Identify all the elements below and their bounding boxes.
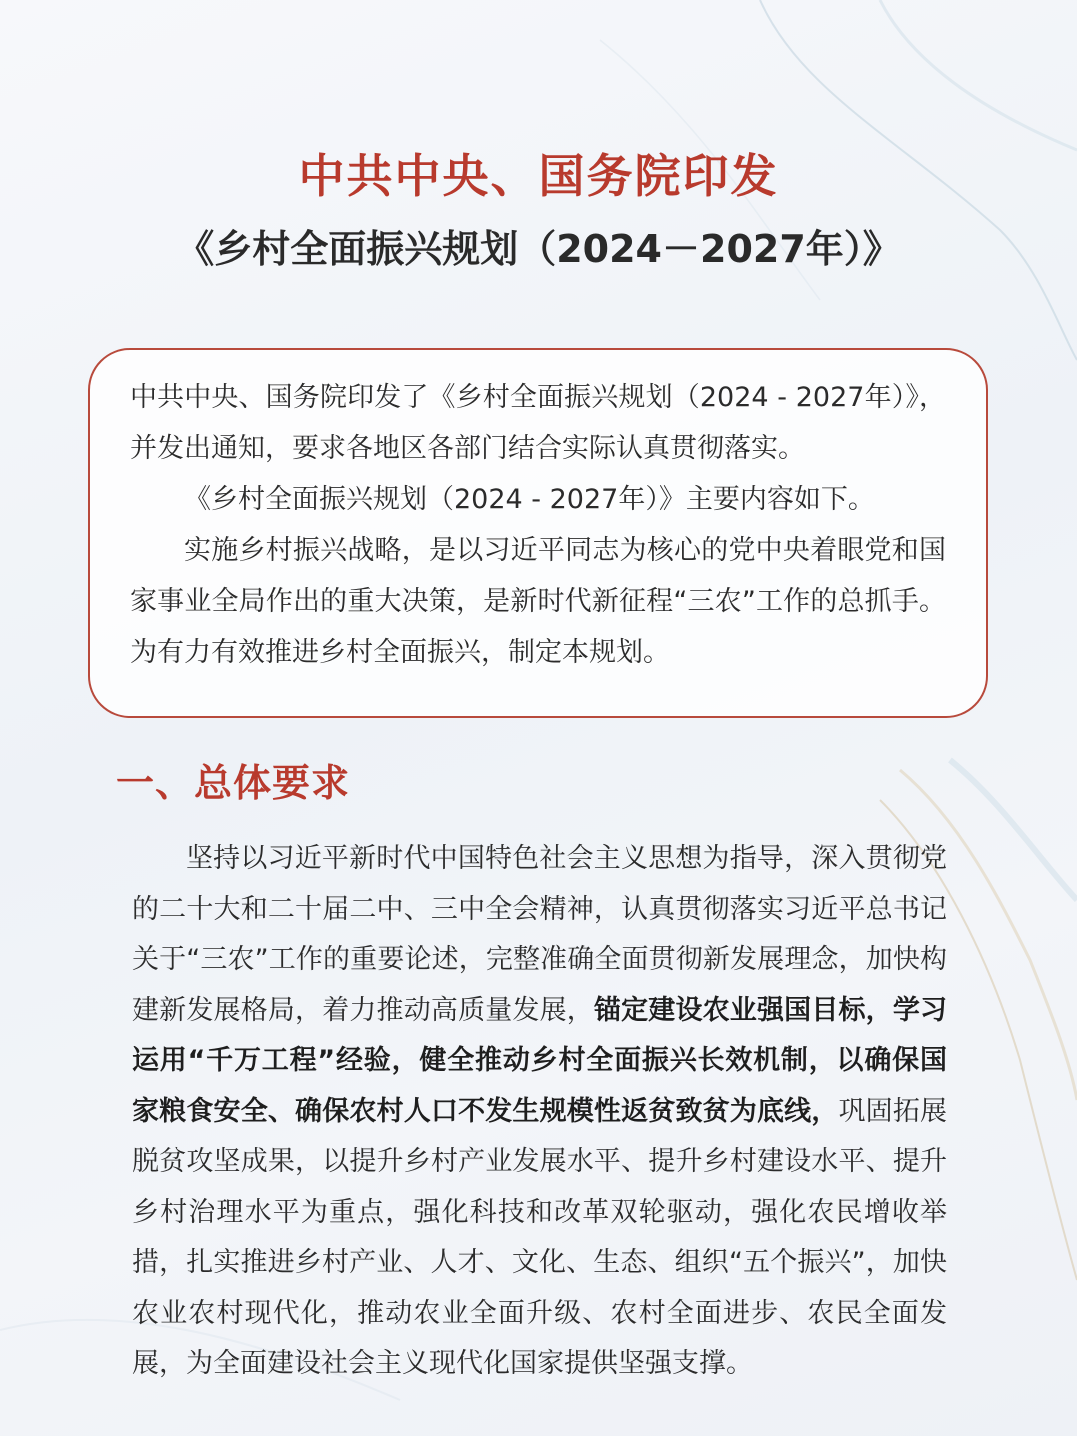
page-title-line2: 《乡村全面振兴规划（2024－2027年）》 [176,227,901,271]
section-heading: 一、总体要求 [116,761,351,805]
body-text-part1: 坚持以习近平新时代中国特色社会主义思想为指导，深入贯彻党的二十大和二十届二中、三中全会精神，认真贯彻落实习近平总书记关于“三农”工作的重要论述，完整准确全面贯彻新发展理念，加快构建新发展格局，着力推动高质量发展， [132,843,947,1026]
body-text-part2: 巩固拓展脱贫攻坚成果，以提升乡村产业发展水平、提升乡村建设水平、提升乡村治理水平为重点，强化科技和改革双轮驱动，强化农民增收举措，扎实推进乡村产业、人才、文化、生态、组织“五个振兴”，加快农业农村现代化，推动农业全面升级、农村全面进步、农民全面发展，为全面建设社会主义现代化国家提供坚强支撑。 [132,1095,948,1379]
body-text-bold: 锚定建设农业强国目标，学习运用“千万工程”经验，健全推动乡村全面振兴长效机制，以确保国家粮食安全、确保农村人口不发生规模性返贫致贫为底线， [132,994,948,1127]
intro-paragraph-2: 《乡村全面振兴规划（2024 - 2027年）》主要内容如下。 [184,484,875,515]
intro-paragraph-3: 实施乡村振兴战略，是以习近平同志为核心的党中央着眼党和国家事业全局作出的重大决策，是新时代新征程“三农”工作的总抓手。为有力有效推进乡村全面振兴，制定本规划。 [130,535,946,668]
intro-box [88,348,988,718]
section-body [132,834,947,1390]
page-title-line1: 中共中央、国务院印发 [298,149,779,203]
intro-paragraph-1: 中共中央、国务院印发了《乡村全面振兴规划（2024 - 2027年）》，并发出通知，要求各地区各部门结合实际认真贯彻落实。 [130,382,946,464]
